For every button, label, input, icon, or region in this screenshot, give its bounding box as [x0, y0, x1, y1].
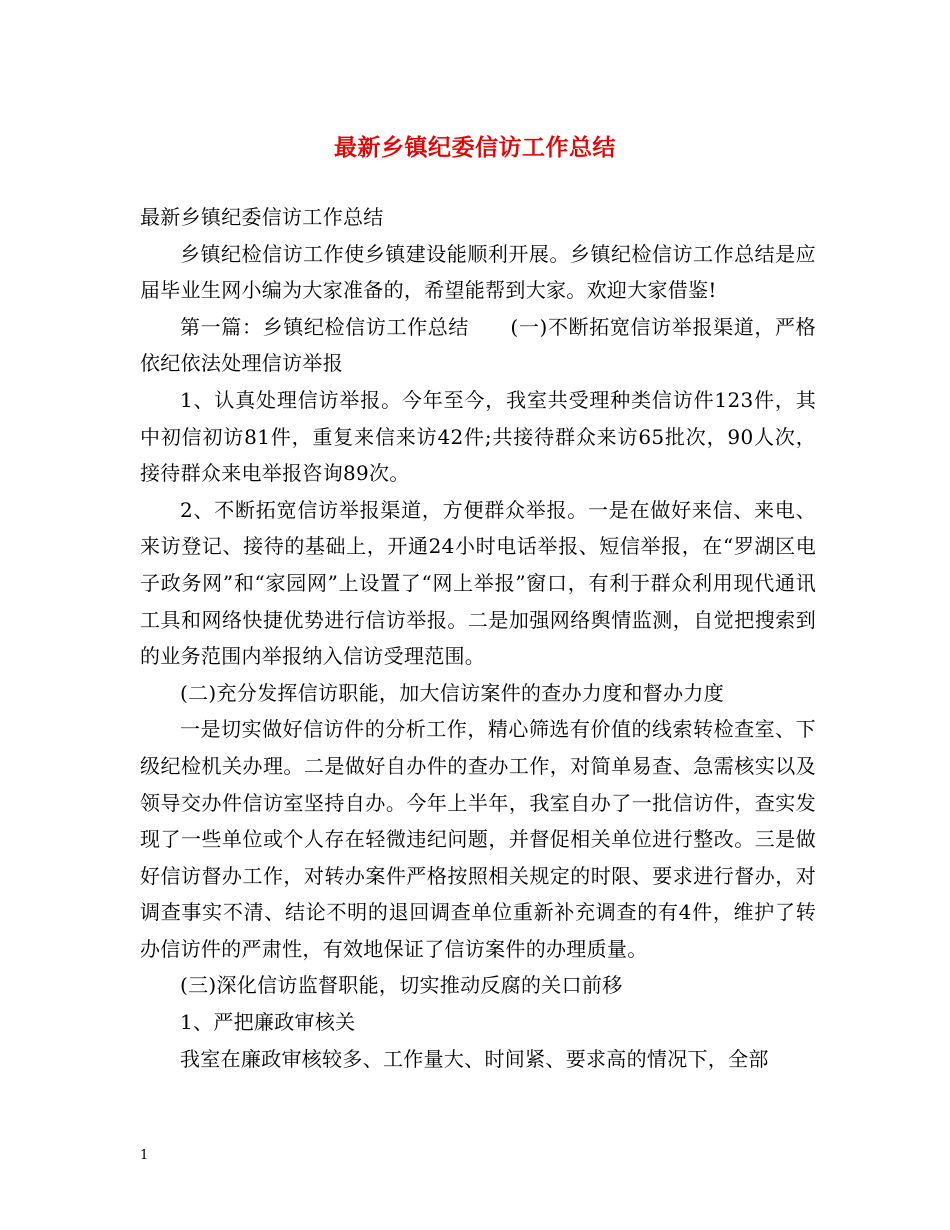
body-paragraph-heading: 最新乡镇纪委信访工作总结 — [140, 205, 384, 229]
body-paragraph: 我室在廉政审核较多、工作量大、时间紧、要求高的情况下，全部 — [180, 1046, 769, 1071]
page-number: 1 — [140, 1148, 149, 1163]
body-paragraph: 第一篇：乡镇纪检信访工作总结 (一)不断拓宽信访举报渠道，严格依纪依法处理信访举报 — [140, 314, 816, 376]
body-paragraph: 2、不断拓宽信访举报渠道，方便群众举报。一是在做好来信、来电、来访登记、接待的基础上，开通24小时电话举报、短信举报，在“罗湖区电子政务网”和“家园网”上设置了“网上举报”窗口，有利于群众利用现代通讯工具和网络快捷优势进行信访举报。二是加强网络舆情监测，自觉把搜索到的业务范围内举报纳入信访受理范围。 — [140, 497, 816, 669]
body-paragraph: 1、认真处理信访举报。今年至今，我室共受理种类信访件123件，其中初信初访81件，重复来信来访42件;共接待群众来访65批次，90人次，接待群众来电举报咨询89次。 — [140, 387, 816, 486]
section-heading: (二)充分发挥信访职能，加大信访案件的查办力度和督办力度 — [180, 680, 725, 705]
body-paragraph: 乡镇纪检信访工作使乡镇建设能顺利开展。乡镇纪检信访工作总结是应届毕业生网小编为大家准备的，希望能帮到大家。欢迎大家借鉴! — [140, 241, 816, 303]
subsection-heading: 1、严把廉政审核关 — [180, 1010, 356, 1035]
body-paragraph: 一是切实做好信访件的分析工作，精心筛选有价值的线索转检查室、下级纪检机关办理。二是做好自办件的查办工作，对简单易查、急需核实以及领导交办件信访室坚持自办。今年上半年，我室自办了一批信访件，查实发现了一些单位或个人存在轻微违纪问题，并督促相关单位进行整改。三是做好信访督办工作，对转办案件严格按照相关规定的时限、要求进行督办，对调查事实不清、结论不明的退回调查单位重新补充调查的有4件，维护了转办信访件的严肃性，有效地保证了信访案件的办理质量。 — [140, 717, 816, 961]
document-title: 最新乡镇纪委信访工作总结 — [334, 134, 616, 161]
section-heading: (三)深化信访监督职能，切实推动反腐的关口前移 — [180, 973, 623, 998]
document-body — [140, 199, 816, 1077]
